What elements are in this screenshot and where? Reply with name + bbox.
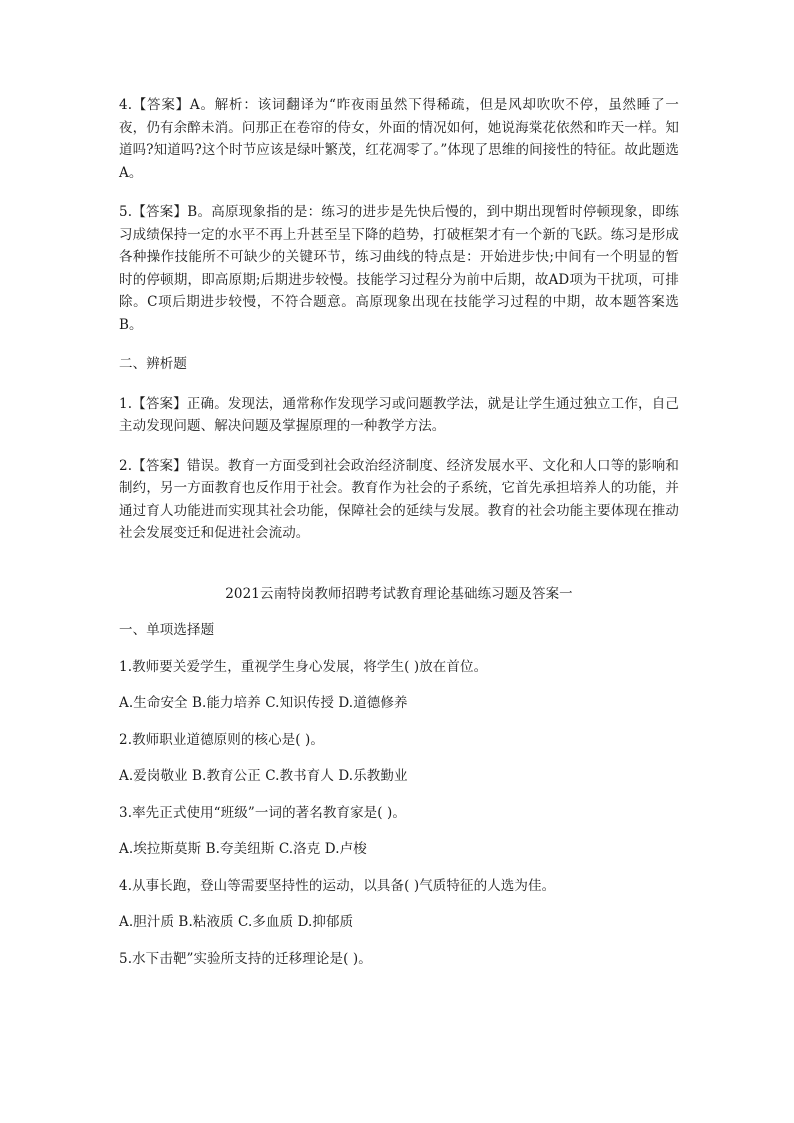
analysis-answer-2: 2.【答案】错误。教育一方面受到社会政治经济制度、经济发展水平、文化和人口等的影响和制约，另一方面教育也反作用于社会。教育作为社会的子系统，它首先承担培养人的功能，并通过育人功能进而实现其社会功能，保障社会的延续与发展。教育的社会功能主要体现在推动社会发展变迁和促进社会流动。 xyxy=(119,457,679,541)
question-1: 1.教师要关爱学生，重视学生身心发展，将学生( )放在首位。 xyxy=(119,658,488,675)
question-4: 4.从事长跑，登山等需要坚持性的运动，以具备( )气质特征的人选为佳。 xyxy=(119,877,556,894)
exercise-title: 2021云南特岗教师招聘考试教育理论基础练习题及答案一 xyxy=(225,585,573,602)
document-content xyxy=(119,94,679,970)
question-3: 3.率先正式使用“班级”一词的著名教育家是( )。 xyxy=(119,804,407,821)
question-3-options: A.埃拉斯莫斯 B.夸美纽斯 C.洛克 D.卢梭 xyxy=(119,841,367,857)
section-heading-analysis: 二、辨析题 xyxy=(119,356,187,372)
question-4-options: A.胆汁质 B.粘液质 C.多血质 D.抑郁质 xyxy=(119,914,354,930)
question-1-options: A.生命安全 B.能力培养 C.知识传授 D.道德修养 xyxy=(119,695,408,711)
question-5: 5.水下击靶”实验所支持的迁移理论是( )。 xyxy=(119,950,372,967)
section-heading-single-choice: 一、单项选择题 xyxy=(119,622,215,638)
answer-4: 4.【答案】A。解析：该词翻译为“昨夜雨虽然下得稀疏，但是风却吹吹不停，虽然睡了一夜，仍有余醉未消。问那正在卷帘的侍女，外面的情况如何，她说海棠花依然和昨天一样。知道吗?知道吗?这个时节应该是绿叶繁茂，红花凋零了。”体现了思维的间接性的特征。故此题选A。 xyxy=(119,97,679,181)
question-2: 2.教师职业道德原则的核心是( )。 xyxy=(119,731,325,748)
answer-5: 5.【答案】B。高原现象指的是：练习的进步是先快后慢的，到中期出现暂时停顿现象，即练习成绩保持一定的水平不再上升甚至呈下降的趋势，打破框架才有一个新的飞跃。练习是形成各种操作技能所不可缺少的关键环节，练习曲线的特点是：开始进步快;中间有一个明显的暂时的停顿期，即高原期;后期进步较慢。技能学习过程分为前中后期，故AD项为干扰项，可排除。C项后期进步较慢，不符合题意。高原现象出现在技能学习过程的中期，故本题答案选B。 xyxy=(119,204,679,333)
question-2-options: A.爱岗敬业 B.教育公正 C.教书育人 D.乐教勤业 xyxy=(119,768,408,784)
analysis-answer-1: 1.【答案】正确。发现法，通常称作发现学习或问题教学法，就是让学生通过独立工作，自己主动发现问题、解决问题及掌握原理的一种教学方法。 xyxy=(119,395,679,434)
